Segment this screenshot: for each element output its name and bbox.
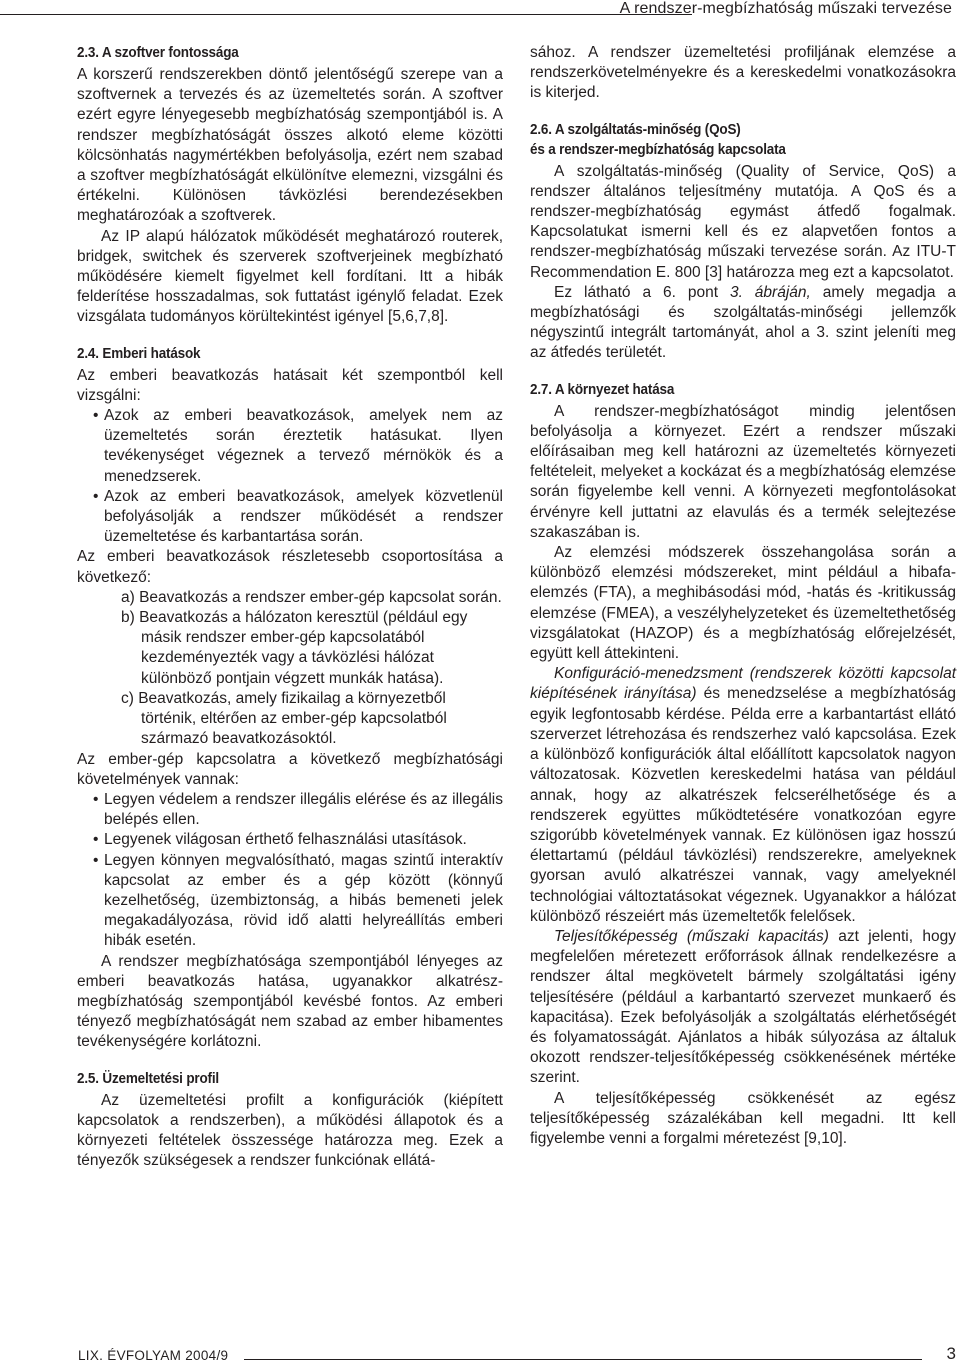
right-column (530, 43, 956, 1149)
paragraph: A rendszer megbízhatósága szempontjából lényeges az emberi beavatkozás hatása, ugyanakkor alkatrész-megbízhatóság szempontjából kevésbé fontos. Az emberi tényező megbízhatóságát nem szabad az ember hibamentes tevékenységére korlátozni. (77, 952, 503, 1051)
emphasis-term: Teljesítőképesség (műszaki kapacitás) (554, 927, 829, 945)
lettered-list (77, 588, 503, 750)
section-2-3-heading: 2.3. A szoftver fontossága (77, 44, 239, 61)
section-2-6-heading (530, 120, 913, 160)
footer-rule (244, 1359, 922, 1360)
list-item: • Legyen könnyen megvalósítható, magas szintű interaktív kapcsolat az ember és a gép között (könnyű kezelhetőség, üzembiztonság, a hibás bemeneti jelek megakadályozása, rövid idő alatti helyreállítás emberi hibák esetén. (77, 851, 503, 952)
paragraph: Az elemzési módszerek összehangolása során a különböző elemzési módszereket, mint például a hibafa-elemzés (FTA), a meghibásodási mód, -hatás és -kritikusság elemzése (FMEA), a veszélyhelyzeteket és üzemeltethetőség vizsgálatokat (HAZOP) és a megbízhatóság előrejelzését, együtt kell áttekinteni. (530, 544, 956, 663)
text-run: azt jelenti, hogy megfelelően méretezett erőforrások állnak rendelkezésre a rendszer által megkövetelt bármely szolgáltatási igény teljesítésére (például a karbantartó szervezet munkaerő és kapacitása). Ezek befolyásolják a szolgáltatás elérhetőségét és folyamatosságát. Ajánlatos a hibák súlyozása az általuk okozott rendszer-teljesítőképesség csökkenésének mértéke szerint. (530, 927, 956, 1087)
paragraph: Az emberi beavatkozások részletesebb csoportosítása a következő: (77, 548, 503, 586)
list-item: a) Beavatkozás a rendszer ember-gép kapcsolat során. (121, 588, 502, 606)
journal-issue: LIX. ÉVFOLYAM 2004/9 (78, 1348, 229, 1363)
list-item: • Legyenek világosan érthető felhasználási utasítások. (77, 830, 503, 850)
bullet-list (77, 790, 503, 952)
paragraph: Az ember-gép kapcsolatra a következő megbízhatósági követelmények vannak: (77, 750, 503, 788)
paragraph: sához. A rendszer üzemeltetési profiljának elemzése a rendszerkövetelményekre és a kereskedelmi vonatkozásokra is kiterjed. (530, 44, 956, 102)
running-header (0, 0, 960, 20)
emphasis-term: Konfiguráció-menedzsment (rendszerek közötti kapcsolat kiépítésének irányítása) (530, 665, 956, 703)
page-number: 3 (946, 1344, 956, 1363)
paragraph: Az üzemeltetési profilt a konfigurációk (kiépített kapcsolatok a rendszerben), a működési állapotok és a környezeti feltételek összessége határozza meg. Ezek a tényezők szükségesek a rendszer funkciónak ellátá- (77, 1091, 503, 1170)
paragraph (530, 664, 956, 927)
list-item: c) Beavatkozás, amely fizikailag a környezetből történik, eltérően az ember-gép kapcsolatból származó beavatkozásoktól. (121, 689, 447, 748)
paragraph: A szolgáltatás-minőség (Quality of Service, QoS) a rendszer általános teljesítmény mutatója. A QoS és a rendszer-megbízhatóság egymást átfedő fogalmak. Kapcsolatukat ismerni kell és ez alapvetően fontos a rendszer-megbízhatóság műszaki tervezése során. Az ITU-T Recommendation E. 800 [3] határozza meg ezt a kapcsolatot. (530, 162, 956, 281)
paragraph: A korszerű rendszerekben döntő jelentőségű szerepe van a szoftvernek a tervezés és az üzemeltetés során. A szoftver ezért egyre lényegesebb megbízhatóság szempontjából is. A rendszer megbízhatóságát összes alkotó eleme közötti kölcsönhatás nagymértékben befolyásolja, ezért nem szabad a szoftver megbízhatóságát elkülönítve elemezni, vizsgálni és értékelni. Különösen távközlési berendezésekben meghatározóak a szoftverek. (77, 66, 503, 225)
paragraph: A teljesítőképesség csökkenését az egész teljesítőképesség százalékában kell megadni. Itt kell figyelembe venni a forgalmi méretezést [9,10]. (530, 1089, 956, 1147)
paragraph: Az IP alapú hálózatok működését meghatározó routerek, bridgek, switchek és szerverek szoftverjeinek megbízható működésére kiemelt figyelmet kell fordítani. Itt a hibák felderítése hosszadalmas, sok futtatást igénylő feladat. Ezek vizsgálata tudományos körültekintést igényel [5,6,7,8]. (77, 227, 503, 326)
section-2-5-heading: 2.5. Üzemeltetési profil (77, 1069, 219, 1087)
figure-reference: 3. ábráján, (729, 283, 811, 301)
header-rule (0, 14, 692, 15)
section-2-4-heading: 2.4. Emberi hatások (77, 344, 201, 362)
paragraph: Az emberi beavatkozás hatásait két szempontból kell vizsgálni: (77, 366, 503, 404)
text-run: és menedzselése a megbízhatóság egyik legfontosabb kérdése. Példa erre a karbantartást ellátó szerverzet létrehozása és rendszerhez való kapcsolása. Ezek a különböző konfigurációk által előállított kapcsolatok nagyon változatosak. Közvetlen kereskedelmi hatása van például annak, hogy az alkatrészek felcserélhetősége és a rendszerek együttes működtetésére vonatkozóan egyre szigorúbb követelmények vannak. Ez különösen igaz hosszú élettartamú (például távközlési) rendszerekre, amelyeknek gyorsan avuló alkatrészei vannak, vagy amelyeknél technológiai változtatásokat végeznek. Ugyanakkor a hálózat különböző részeiért más üzemeltetők felelősek. (530, 685, 956, 925)
list-item: • Azok az emberi beavatkozások, amelyek nem az üzemeltetés során éreztetik hatásukat. Ilyen tevékenységet végeznek a tervező mérnökök és a menedzserek. (77, 406, 503, 487)
heading-line: és a rendszer-megbízhatóság kapcsolata (530, 140, 786, 158)
list-item: • Azok az emberi beavatkozások, amelyek közvetlenül befolyásolják a rendszer működését a rendszer üzemeltetése és karbantartása során. (77, 487, 503, 548)
paragraph: A rendszer-megbízhatóságot mindig jelentősen befolyásolja a környezet. Ezért a rendszer műszaki előírásaiban meg kell határozni az üzemeltetés környezeti feltételeit, melyeket a kockázat és a megbízhatóság elemzése során figyelembe kell venni. A környezeti megfontolásokat érvényre kell juttatni az elavulás és a termék selejtezése szakaszában is. (530, 402, 956, 541)
list-item: • Legyen védelem a rendszer illegális elérése és az illegális belépés ellen. (77, 790, 503, 830)
bullet-list (77, 406, 503, 547)
text-run: amely megadja a megbízhatósági és szolgáltatás-minőségi jellemzők négyszintű integrált tartományát, ahol a 3. szint jeleníti meg az átfedés területét. (530, 283, 957, 362)
list-item: b) Beavatkozás a hálózaton keresztül (például egy másik rendszer ember-gép kapcsolatából kezdeményezték vagy a távközlési hálózat különböző pontjain végzett munkák hatása). (121, 609, 468, 687)
running-title: A rendszer-megbízhatóság műszaki tervezése (619, 0, 952, 17)
text-run: Ez látható a 6. pont (554, 283, 730, 301)
heading-line: 2.6. A szolgáltatás-minőség (QoS) (530, 120, 741, 138)
page-footer (78, 1344, 958, 1362)
section-2-7-heading: 2.7. A környezet hatása (530, 380, 675, 398)
left-column (77, 43, 503, 1171)
paragraph (530, 283, 956, 364)
paragraph (530, 927, 956, 1089)
